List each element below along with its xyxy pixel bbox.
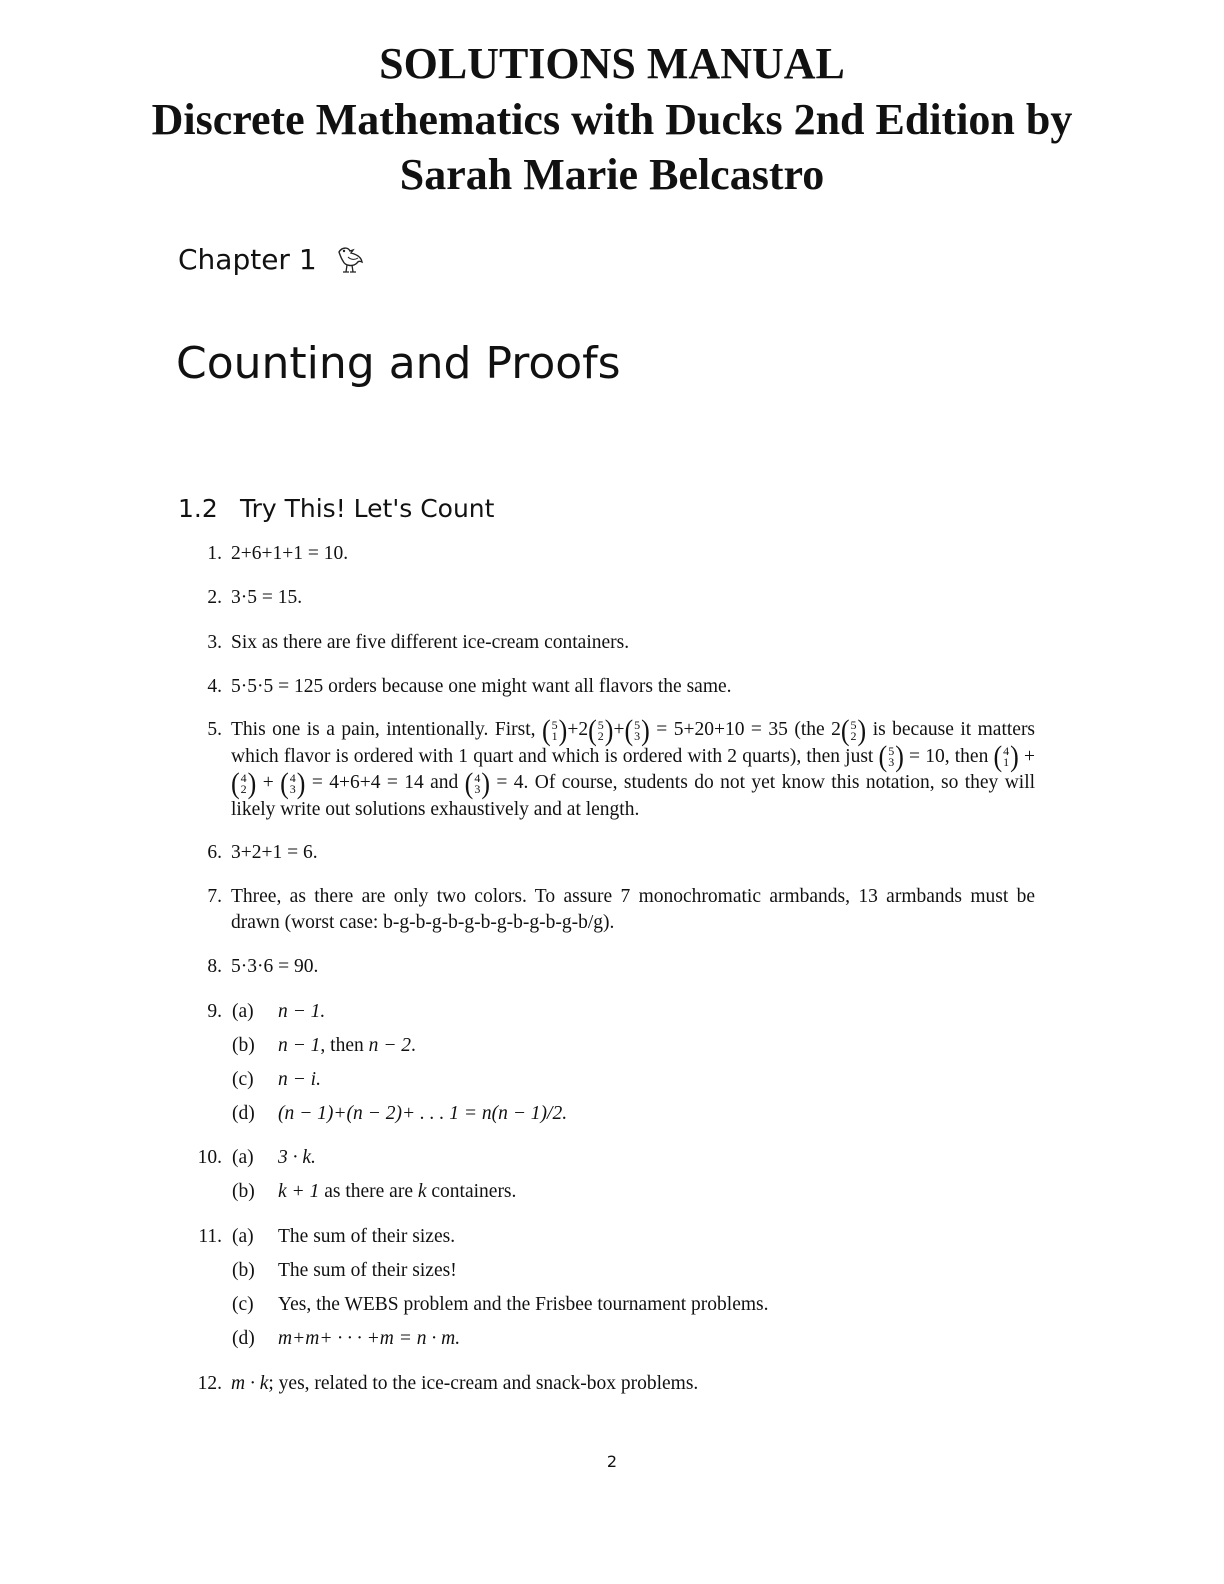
text-run: = 4+6+4 = 14 and bbox=[311, 772, 459, 794]
answer-text: Three, as there are only two colors. To assure 7 monochromatic armbands, 13 armbands must be drawn (worst case: b-g-b-g-b-g-b-g-b-g-b-g-b/g). bbox=[231, 886, 1035, 933]
answer-text: 2+6+1+1 = 10. bbox=[231, 543, 349, 564]
binomial-4-2: ( 4 2 ) bbox=[231, 766, 257, 800]
answer-number: 8. bbox=[207, 956, 222, 977]
text-run: + bbox=[1024, 745, 1036, 767]
text-run: + bbox=[613, 719, 625, 740]
sub-text: k + 1 as there are k containers. bbox=[278, 1181, 517, 1202]
sub-label: (c) bbox=[232, 1069, 254, 1090]
sub-text: n − 1. bbox=[278, 1001, 326, 1022]
manual-title-line-1: SOLUTIONS MANUAL bbox=[379, 39, 845, 88]
sub-label: (d) bbox=[232, 1103, 255, 1124]
sub-label: (b) bbox=[232, 1260, 255, 1281]
text-run: This one is a pain, intentionally. First, bbox=[231, 719, 536, 740]
sub-label: (a) bbox=[232, 1001, 254, 1022]
sub-text: Yes, the WEBS problem and the Frisbee tournament problems. bbox=[278, 1294, 769, 1315]
binomial-5-3: ( 5 3 ) bbox=[624, 713, 650, 747]
text-run: + bbox=[262, 772, 274, 794]
binomial-4-1: ( 4 1 ) bbox=[993, 739, 1019, 774]
binomial-4-3: ( 4 3 ) bbox=[280, 766, 306, 800]
binomial-5-3-repeat: ( 5 3 ) bbox=[878, 739, 904, 774]
answer-text: 3·5 = 15. bbox=[231, 587, 303, 608]
binomial-5-1: ( 5 1 ) bbox=[542, 713, 568, 747]
answer-number: 4. bbox=[207, 676, 222, 697]
answer-number: 6. bbox=[207, 842, 222, 863]
answer-number: 5. bbox=[207, 719, 222, 740]
text-run: is because it matters which flavor is ordered with 1 quart and which is ordered with 2 quarts), then just bbox=[231, 719, 1036, 767]
answer-text: 5·3·6 = 90. bbox=[231, 956, 319, 977]
sub-text: (n − 1)+(n − 2)+ . . . 1 = n(n − 1)/2. bbox=[278, 1103, 568, 1124]
answer-number: 11. bbox=[198, 1226, 222, 1247]
section-title: Try This! Let's Count bbox=[240, 494, 495, 523]
chapter-heading bbox=[178, 242, 367, 276]
answer-text: Six as there are five different ice-cream containers. bbox=[231, 632, 630, 653]
text-run: +2 bbox=[567, 719, 589, 740]
answer-text: 5·5·5 = 125 orders because one might want all flavors the same. bbox=[231, 676, 732, 697]
answer-text bbox=[231, 713, 1036, 823]
answer-number: 2. bbox=[207, 587, 222, 608]
text-run: = 5+20+10 = 35 (the 2 bbox=[656, 719, 841, 740]
answer-text: 3+2+1 = 6. bbox=[231, 842, 318, 863]
answer-number: 1. bbox=[207, 543, 222, 564]
binomial-5-2: ( 5 2 ) bbox=[588, 713, 614, 747]
sub-text: n − 1, then n − 2. bbox=[278, 1035, 416, 1056]
sub-label: (b) bbox=[232, 1181, 255, 1202]
answer-number: 10. bbox=[197, 1147, 222, 1168]
section-heading bbox=[178, 494, 494, 523]
binomial-5-2-repeat: ( 5 2 ) bbox=[840, 713, 867, 747]
duck-icon bbox=[333, 242, 367, 276]
sub-text: The sum of their sizes! bbox=[278, 1260, 457, 1281]
sub-text: m+m+ · · · +m = n · m. bbox=[278, 1328, 461, 1349]
sub-label: (d) bbox=[232, 1328, 255, 1349]
sub-text: 3 · k. bbox=[278, 1147, 316, 1168]
sub-label: (a) bbox=[232, 1226, 254, 1247]
text-run: = 10, then bbox=[909, 745, 989, 767]
answer-text: m · k; yes, related to the ice-cream and snack-box problems. bbox=[231, 1373, 699, 1394]
section-number: 1.2 bbox=[178, 494, 218, 523]
binomial-4-3-repeat: ( 4 3 ) bbox=[464, 766, 491, 800]
manual-title-line-2: Discrete Mathematics with Ducks 2nd Edition by bbox=[151, 95, 1073, 144]
answer-number: 12. bbox=[197, 1373, 222, 1394]
chapter-title: Counting and Proofs bbox=[176, 338, 621, 389]
sub-text: n − i. bbox=[278, 1069, 321, 1090]
chapter-label: Chapter 1 bbox=[178, 242, 317, 276]
manual-author-line: Sarah Marie Belcastro bbox=[399, 150, 825, 199]
answer-number: 3. bbox=[207, 632, 222, 653]
text-run: = 4. Of course, students do not yet know this notation, so they will likely write out solutions exhaustively and at length. bbox=[231, 772, 1036, 820]
sub-text: The sum of their sizes. bbox=[278, 1226, 456, 1247]
sub-label: (b) bbox=[232, 1035, 255, 1056]
page-number: 2 bbox=[606, 1452, 618, 1471]
sub-label: (c) bbox=[232, 1294, 254, 1315]
answer-number: 7. bbox=[207, 886, 222, 907]
sub-label: (a) bbox=[232, 1147, 254, 1168]
answer-number: 9. bbox=[207, 1001, 222, 1022]
